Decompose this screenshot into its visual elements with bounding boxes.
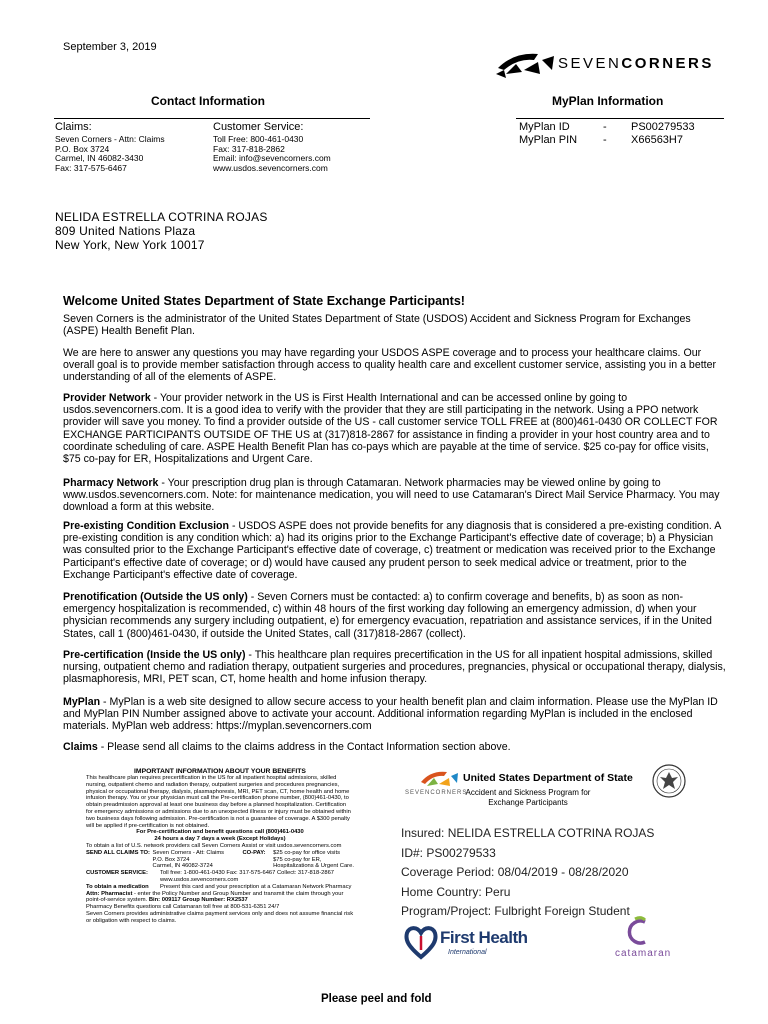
first-health-heart-icon <box>404 924 438 960</box>
preexisting-paragraph <box>63 520 728 581</box>
copay-label: CO-PAY: <box>242 849 266 856</box>
seven-corners-small-logo <box>405 766 468 802</box>
seven-corners-small-text: SEVENCORNERS <box>405 790 468 796</box>
claims-line: Carmel, IN 46082-3430 <box>55 153 144 163</box>
pharmacy-questions-line: Pharmacy Benefits questions call Catamaran toll free at 800-531-6351 24/7 <box>86 904 280 911</box>
catamaran-text: catamaran <box>615 948 672 959</box>
copay-value: Hospitalizations & Urgent Care. <box>273 863 354 870</box>
card-cs-value: Toll free: 1-800-461-0430 Fax: 317-575-6467 Collect: 317-818-2867 <box>160 870 335 877</box>
medication-label: To obtain a medication <box>86 883 149 890</box>
pharmacy-network-paragraph <box>63 477 728 514</box>
welcome-heading: Welcome United States Department of State Exchange Participants! <box>63 294 465 308</box>
bin-group-number: Bin: 009117 Group Number: RX2537 <box>148 897 248 904</box>
coverage-period: Coverage Period: 08/04/2019 - 08/28/2020 <box>401 865 629 879</box>
myplan-paragraph <box>63 696 728 733</box>
claims-paragraph <box>63 741 728 753</box>
copay-value: $25 co-pay for office visits <box>273 849 340 856</box>
claims-line: Seven Corners - Attn: Claims <box>55 134 165 144</box>
prenotification-label: Prenotification (Outside the US only) <box>63 591 248 603</box>
claims-line: P.O. Box 3724 <box>55 143 110 154</box>
card-cs-label: CUSTOMER SERVICE: <box>86 870 148 877</box>
claims-heading: Claims: <box>55 121 92 133</box>
program-subtitle: Accident and Sickness Program for Exchange Participants <box>465 788 591 807</box>
myplan-id-value: PS00279533 <box>631 121 695 133</box>
send-claims-row <box>86 857 354 864</box>
precertification-paragraph <box>63 649 728 686</box>
contact-information-title: Contact Information <box>151 94 265 108</box>
insured-name: Insured: NELIDA ESTRELLA COTRINA ROJAS <box>401 826 655 840</box>
recipient-address <box>55 210 268 252</box>
preexisting-label: Pre-existing Condition Exclusion <box>63 520 229 532</box>
myplan-id-row <box>519 121 695 134</box>
customer-service-details <box>213 135 331 173</box>
myplan-pin-row <box>519 134 695 147</box>
insured-id: ID#: PS00279533 <box>401 845 496 860</box>
seven-corners-logo <box>494 46 726 82</box>
prenotification-text: - Seven Corners must be contacted: a) to confirm coverage and benefits, b) as soon as non-emergency hospitalization is recommended, c) within 48 hours of the first working day following an emergency admission, d) when your physician recommends any surgery including outpatient, e) for emergency evacuation, repatriation and assistance services, if in the United States, call 1 (800)461-0430, if outside the United States, call (317)818-2867 (collect). <box>63 591 712 640</box>
recipient-street: 809 United Nations Plaza <box>55 224 196 238</box>
myplan-information-title: MyPlan Information <box>552 94 664 108</box>
precertification-text: - This healthcare plan requires precertification in the US for all inpatient hospital admissions, skilled nursing, outpatient chemo and radiation therapy, outpatient surgeries and procedures, pregnancies, physical or occupational therapy, dialysis, plasmaphoresis, MRI, PET scan, CT, home health and home infusion therapy. <box>63 649 726 686</box>
seven-corners-color-mark-icon <box>419 766 459 790</box>
medication-row <box>86 884 354 891</box>
card-cs-row <box>86 870 354 877</box>
card-cs-web-row <box>86 877 354 884</box>
myplan-pin-value: X66563H7 <box>631 134 683 146</box>
insured-details <box>401 824 654 922</box>
send-claims-value: Seven Corners - Att: Claims <box>152 849 225 856</box>
myplan-divider <box>516 118 724 119</box>
peel-and-fold-instruction: Please peel and fold <box>321 993 432 1005</box>
overview-paragraph: We are here to answer any questions you may have regarding your USDOS ASPE coverage and to process your healthcare claims. Our overall goal is to provide member satisfaction through access to quality health care and excellent customer service, assisting you in a better understanding of all of the elements of ASPE. <box>63 347 717 384</box>
myplan-dash: - <box>603 121 607 133</box>
customer-service-heading: Customer Service: <box>213 121 304 133</box>
pharmacist-label: Attn: Pharmacist <box>86 890 133 897</box>
pharmacy-network-text: - Your prescription drug plan is through Catamaran. Network pharmacies may be viewed online by going to www.usdos.sevencorners.com. Note: for maintenance medication, you will need to use Catamaran's Direct Mail Service Pharmacy. You may download a form at this website. <box>63 477 720 514</box>
preexisting-text: - USDOS ASPE does not provide benefits for any diagnosis that is considered a pre-existing condition. A pre-existing condition is any condition which: a) had its origins prior to the Exchange Participant's effective date of coverage; b) a Physician was consulted prior to the Exchange Participant's effective date of coverage, c) treatment or medication was received prior to the Exchange Participant's effective date of coverage; or d) would have caused any prudent person to seek medical advice or treatment, prior to the Exchange Participant's effective date of coverage. <box>63 520 721 581</box>
send-claims-label: SEND ALL CLAIMS TO: <box>86 849 150 856</box>
copay-value: $75 co-pay for ER, <box>273 856 322 863</box>
claims-label: Claims <box>63 741 98 753</box>
myplan-table <box>519 121 695 147</box>
contact-divider <box>54 118 370 119</box>
cs-email[interactable]: Email: info@sevencorners.com <box>213 153 331 163</box>
cs-website[interactable]: www.usdos.sevencorners.com <box>213 162 328 173</box>
card-footer: Seven Corners provides administrative claims payment services only and does not assume financial risk or obligation with respect to claims. <box>86 910 354 924</box>
medication-value: Present this card and your prescription at a Catamaran Network Pharmacy <box>160 883 352 890</box>
pharmacist-line <box>86 891 354 905</box>
letter-date: September 3, 2019 <box>63 41 157 53</box>
first-health-subtext: International <box>448 949 487 956</box>
first-health-logo <box>404 924 528 960</box>
myplan-dash: - <box>603 134 607 146</box>
provider-network-text: - Your provider network in the US is First Health International and can be accessed online by going to usdos.sevencorners.com. It is a good idea to verify with the provider that they are still participating in the network. Using a PPO network provider will save you money. To find a provider outside of the US - call customer service TOLL FREE at (800)461-0430 OR COLLECT FOR EXCHANGE PARTICIPANTS OUTSIDE OF THE US at (317)818-2867 for assistance in finding a provider in your host country area and to coordinate scheduling of care. ASPE Health Benefit Plan has co-pays which are payable at the time of service. $25 co-pay for office visits, $75 co-pay for ER, Hospitalizations and Urgent Care. <box>63 392 718 466</box>
myplan-pin-label: MyPlan PIN <box>519 134 578 146</box>
claims-text: - Please send all claims to the claims address in the Contact Information section above. <box>97 741 511 753</box>
pharmacy-network-label: Pharmacy Network <box>63 477 159 489</box>
claims-line: Fax: 317-575-6467 <box>55 162 127 173</box>
claims-address <box>55 135 165 173</box>
catamaran-mark-icon <box>623 916 653 946</box>
send-claims-value: Carmel, IN 46082-3724 <box>152 863 213 870</box>
first-health-text: First Health <box>440 928 528 947</box>
precert-phone-line: For Pre-certification and benefit questions call (800)461-0430 <box>136 829 304 836</box>
cs-line: Toll Free: 800-461-0430 <box>213 134 304 144</box>
home-country: Home Country: Peru <box>401 884 511 899</box>
recipient-name: NELIDA ESTRELLA COTRINA ROJAS <box>55 210 268 224</box>
myplan-label: MyPlan <box>63 696 101 708</box>
provider-network-paragraph <box>63 392 728 465</box>
state-department-title: United States Department of State <box>463 772 633 784</box>
card-cs-web: www.usdos.sevencorners.com <box>160 876 239 883</box>
send-claims-row <box>86 863 354 870</box>
benefits-card-body: This healthcare plan requires precertification in the US for all inpatient hospital admissions, skilled nursing, outpatient chemo and radiation therapy, outpatient surgeries and procedures pregnancies, physical or occupational therapy, dialysis, plasmaphoresis, MRI, PET scan, CT, home health and home infusion therapy. You or your physician must call the Pre-certification phone number, (800)461-0430, to obtain preadmission approval at least one business day before a planned hospitalization. Certification for emergency admissions or admissions due to an unexpected illness or injury must be obtained within two business days following admission. Pre-certification is not a guarantee of coverage. A $300 penalty will be applied if pre-certification is not obtained. <box>86 775 351 829</box>
catamaran-logo <box>611 916 691 960</box>
cs-line: Fax: 317-818-2862 <box>213 143 285 154</box>
hours-line: 24 hours a day 7 days a week (Except Holidays) <box>154 836 286 843</box>
benefits-card <box>86 768 354 961</box>
intro-paragraph: Seven Corners is the administrator of the United States Department of State (USDOS) Accident and Sickness Program for Exchanges (ASPE) Health Benefit Plan. <box>63 313 691 338</box>
provider-network-label: Provider Network <box>63 392 151 404</box>
logo-word-light: SEVEN <box>558 55 622 72</box>
myplan-text: - MyPlan is a web site designed to allow secure access to your health benefit plan and claim information. Please use the MyPlan ID and MyPlan PIN Number assigned above to activate your account. Additional information regarding MyPlan is included in the enclosed materials. MyPlan web address: https://myplan.sevencorners.com <box>63 696 718 733</box>
myplan-id-label: MyPlan ID <box>519 121 570 133</box>
network-line: To obtain a list of U.S. network providers call Seven Corners Assist or visit usdos.sevencorners.com <box>86 842 342 849</box>
seven-corners-mark-icon <box>494 46 556 82</box>
logo-word-bold: CORNERS <box>621 55 714 72</box>
pharmacist-text: - enter the Policy Number and Group Number and transmit the claim through your point-of-service system. <box>86 890 344 904</box>
benefits-card-title: IMPORTANT INFORMATION ABOUT YOUR BENEFITS <box>134 768 306 775</box>
state-department-seal-icon <box>652 764 686 798</box>
send-claims-value: P.O. Box 3724 <box>152 856 190 863</box>
program-project: Program/Project: Fulbright Foreign Student <box>401 904 630 918</box>
recipient-city: New York, New York 10017 <box>55 238 205 252</box>
prenotification-paragraph <box>63 591 728 640</box>
precertification-label: Pre-certification (Inside the US only) <box>63 649 246 661</box>
send-claims-row <box>86 850 354 857</box>
